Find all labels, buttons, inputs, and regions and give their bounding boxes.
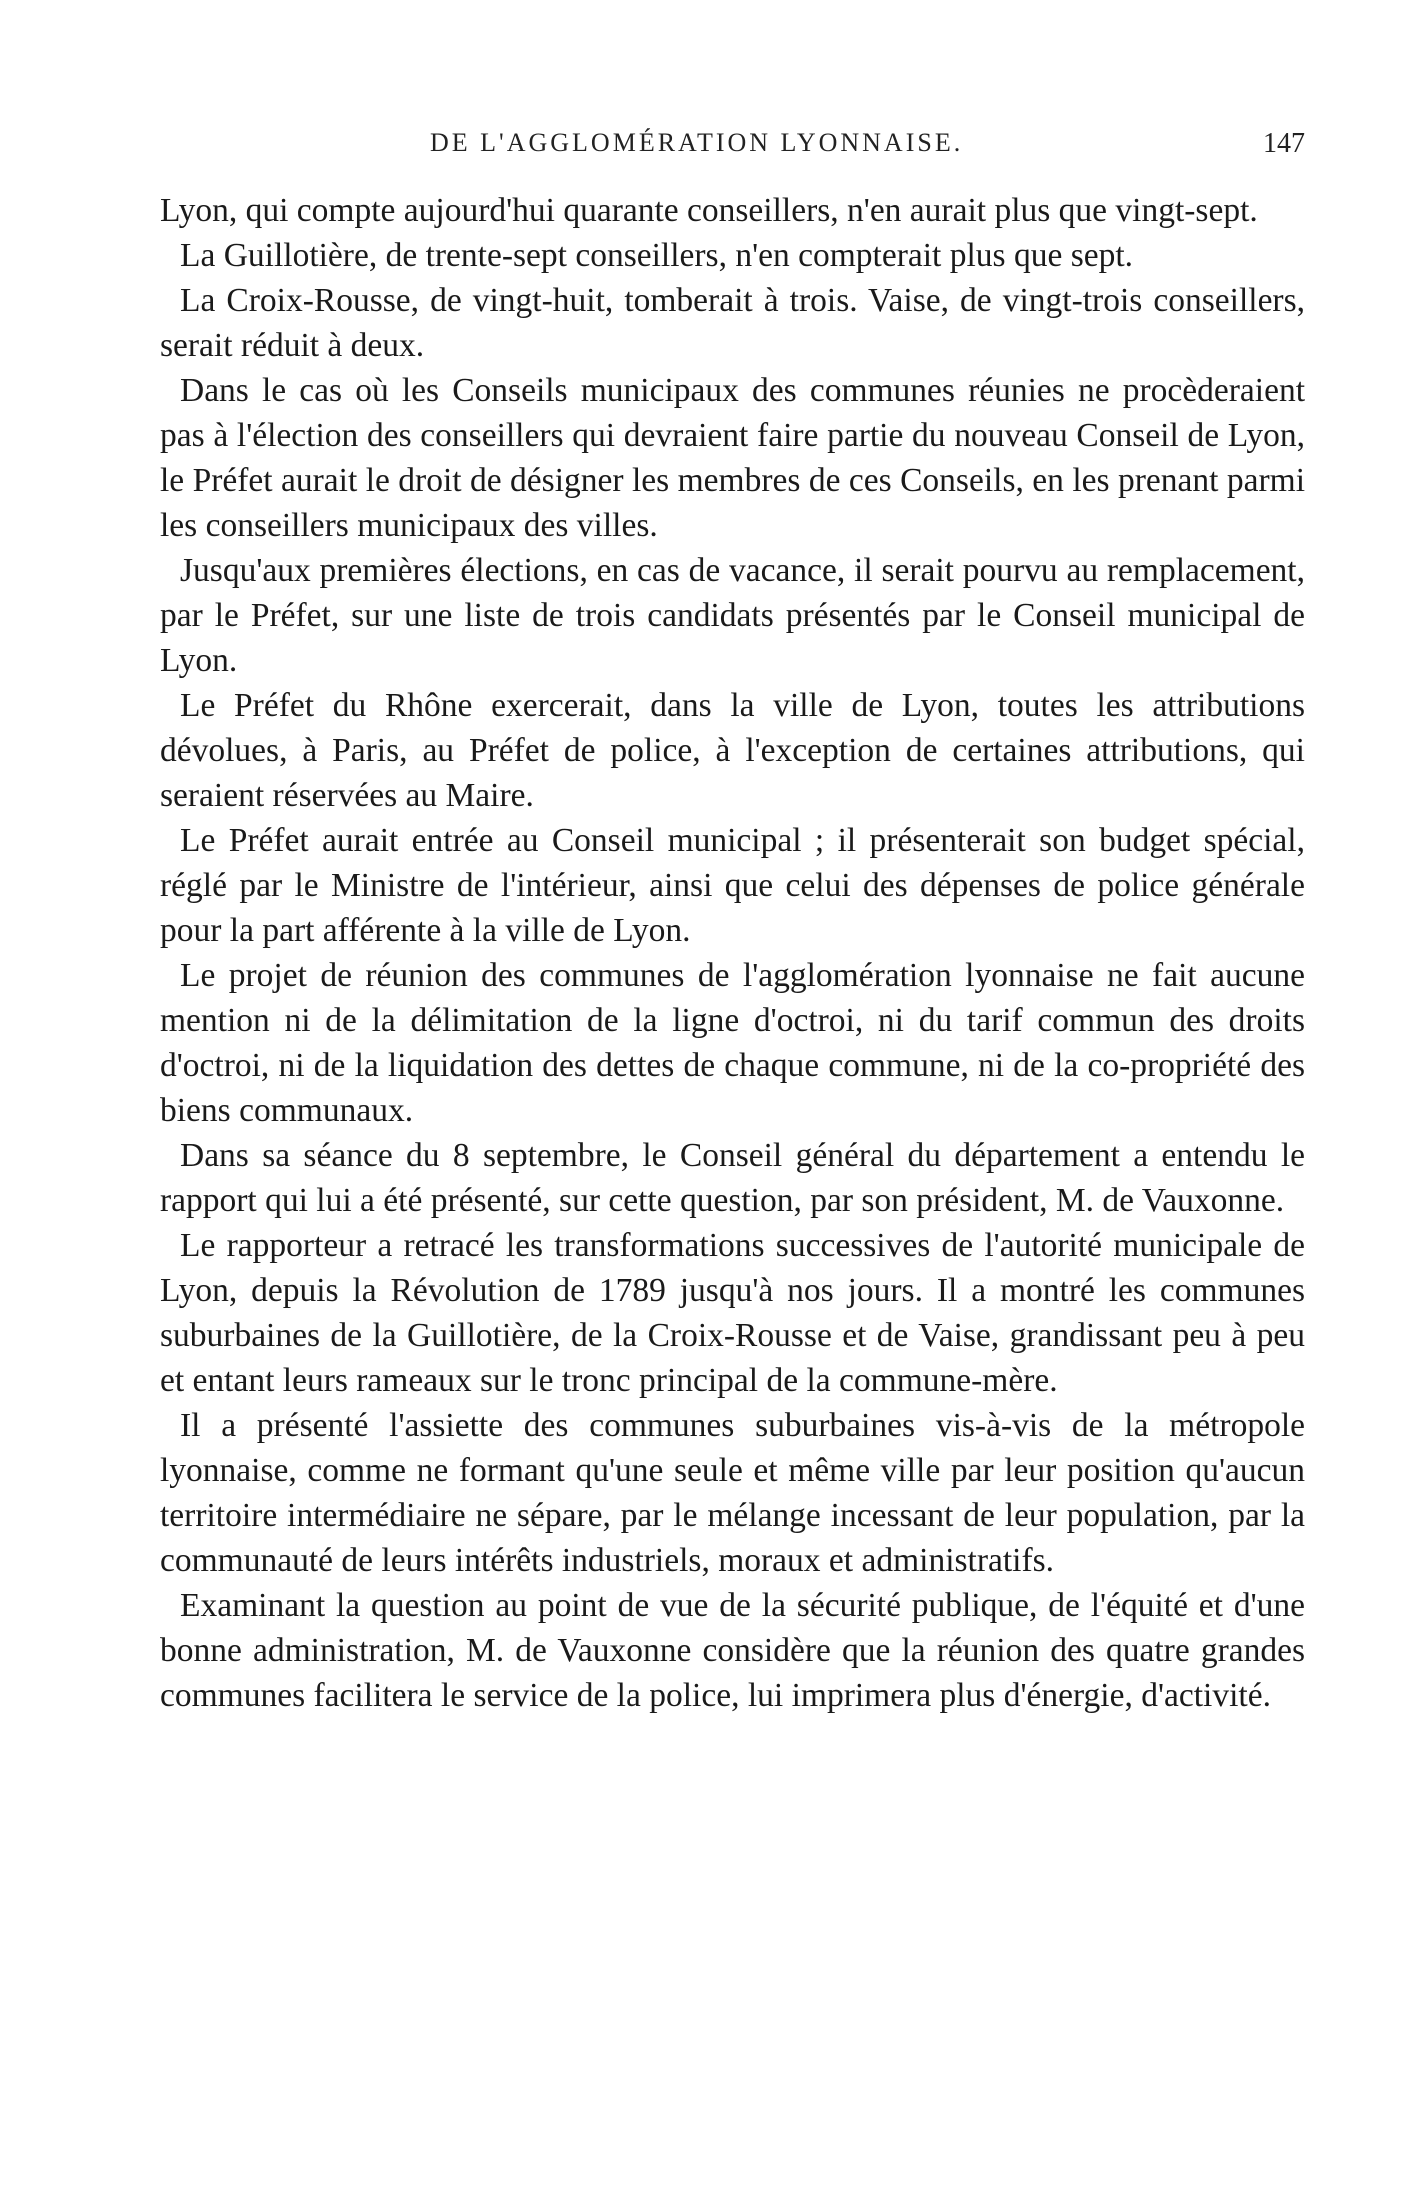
page-number: 147	[1263, 128, 1305, 159]
paragraph: La Guillotière, de trente-sept conseillers, n'en compterait plus que sept.	[180, 237, 1134, 274]
paragraph: Le rapporteur a retracé les transformations successives de l'autorité municipale de Lyon, depuis la Révolution de 1789 jusqu'à nos jours. Il a montré les communes suburbaines de la Guillotière, de la Croix-Rousse et de Vaise, grandissant peu à peu et entant leurs rameaux sur le tronc principal de la commune-mère.	[160, 1227, 1305, 1399]
paragraph: Dans le cas où les Conseils municipaux des communes réunies ne procèderaient pas à l'élection des conseillers qui devraient faire partie du nouveau Conseil de Lyon, le Préfet aurait le droit de désigner les membres de ces Conseils, en les prenant parmi les conseillers municipaux des villes.	[160, 372, 1305, 544]
running-title: DE L'AGGLOMÉRATION LYONNAISE.	[430, 128, 964, 157]
page-header	[160, 128, 1305, 168]
paragraph: Le Préfet aurait entrée au Conseil municipal ; il présenterait son budget spécial, réglé par le Ministre de l'intérieur, ainsi que celui des dépenses de police générale pour la part afférente à la ville de Lyon.	[160, 822, 1305, 949]
paragraph: Il a présenté l'assiette des communes suburbaines vis-à-vis de la métropole lyonnaise, comme ne formant qu'une seule et même ville par leur position qu'aucun territoire intermédiaire ne sépare, par le mélange incessant de leur population, par la communauté de leurs intérêts industriels, moraux et administratifs.	[160, 1407, 1305, 1579]
paragraph: Examinant la question au point de vue de la sécurité publique, de l'équité et d'une bonne administration, M. de Vauxonne considère que la réunion des quatre grandes communes facilitera le service de la police, lui imprimera plus d'énergie, d'activité.	[160, 1587, 1305, 1714]
paragraph: Le Préfet du Rhône exercerait, dans la ville de Lyon, toutes les attributions dévolues, à Paris, au Préfet de police, à l'exception de certaines attributions, qui seraient réservées au Maire.	[160, 687, 1305, 814]
paragraph: La Croix-Rousse, de vingt-huit, tomberait à trois. Vaise, de vingt-trois conseillers, serait réduit à deux.	[160, 282, 1305, 364]
paragraph: Lyon, qui compte aujourd'hui quarante conseillers, n'en aurait plus que vingt-sept.	[160, 192, 1258, 229]
paragraph: Jusqu'aux premières élections, en cas de vacance, il serait pourvu au remplacement, par le Préfet, sur une liste de trois candidats présentés par le Conseil municipal de Lyon.	[160, 552, 1305, 679]
paragraph: Dans sa séance du 8 septembre, le Conseil général du département a entendu le rapport qui lui a été présenté, sur cette question, par son président, M. de Vauxonne.	[160, 1137, 1305, 1219]
paragraph: Le projet de réunion des communes de l'agglomération lyonnaise ne fait aucune mention ni de la délimitation de la ligne d'octroi, ni du tarif commun des droits d'octroi, ni de la liquidation des dettes de chaque commune, ni de la co-propriété des biens communaux.	[160, 957, 1305, 1129]
body-text	[160, 188, 1305, 1718]
